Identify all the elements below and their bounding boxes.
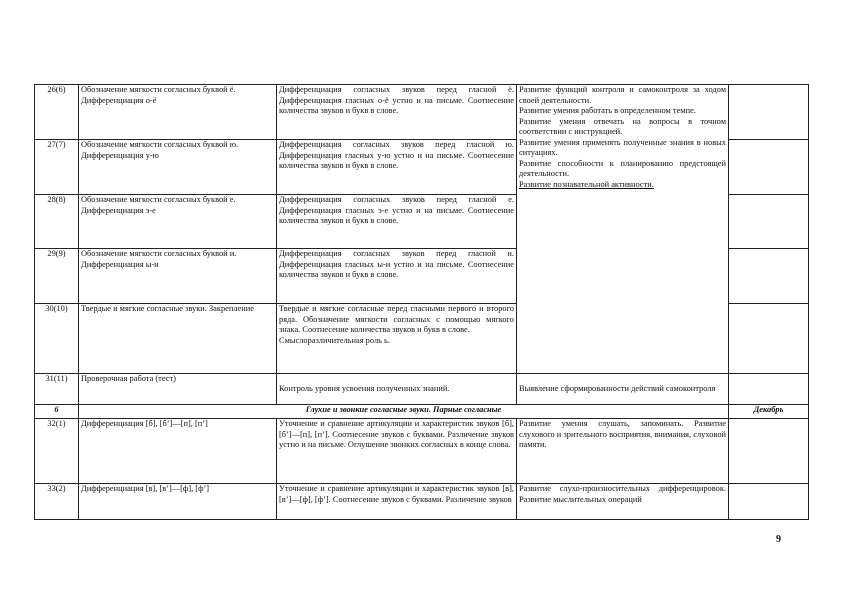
development-item: Развитие способности к планированию предстоящей деятельности. (519, 158, 726, 178)
development-item: Развитие функций контроля и самоконтроля за ходом своей деятельности. (519, 85, 726, 105)
date-cell (729, 249, 809, 304)
section-number: 6 (35, 405, 79, 419)
date-cell (729, 140, 809, 195)
development-item: Развитие умения применять полученные знания в новых ситуациях. (519, 137, 726, 157)
table-row (35, 85, 809, 140)
date-cell (729, 419, 809, 484)
date-cell (729, 85, 809, 140)
lesson-topic: Дифференциация [в], [в’]—[ф], [ф’] (79, 484, 277, 520)
lesson-number: 29(9) (35, 249, 79, 304)
lesson-topic: Дифференциация [б], [б’]—[п], [п’] (79, 419, 277, 484)
lesson-content: Уточнение и сравнение артикуляции и характеристик звуков [б], [б’]—[п], [п’]. Соотнесение звуков с буквами. Различение звуков устно и на письме. Оглушение звонких согласных в конце слова. (277, 419, 517, 484)
lesson-content: Дифференциация согласных звуков перед гласной ю. Дифференциация гласных у-ю устно и на письме. Соотнесение количества звуков и букв в слове. (277, 140, 517, 195)
lesson-number: 33(2) (35, 484, 79, 520)
date-cell (729, 195, 809, 249)
lesson-content (277, 304, 517, 374)
table-row (35, 419, 809, 484)
table-row (35, 374, 809, 405)
section-row (35, 405, 809, 419)
lesson-content: Дифференциация согласных звуков перед гласной е. Дифференциация гласных э-е устно и на письме. Соотнесение количества звуков и букв в слове. (277, 195, 517, 249)
lesson-topic: Проверочная работа (тест) (79, 374, 277, 405)
table-row (35, 484, 809, 520)
lesson-number: 26(6) (35, 85, 79, 140)
development-item: Развитие познавательной активности. (519, 179, 654, 189)
lesson-content: Контроль уровня усвоения полученных знаний. (277, 374, 517, 405)
development-item: Развитие умения работать в определенном темпе. (519, 106, 696, 115)
lesson-number: 30(10) (35, 304, 79, 374)
lesson-topic: Обозначение мягкости согласных буквой е. Дифференциация э-е (79, 195, 277, 249)
lesson-number: 32(1) (35, 419, 79, 484)
lesson-topic: Обозначение мягкости согласных буквой и. Дифференциация ы-и (79, 249, 277, 304)
development-cell (517, 85, 729, 374)
lesson-content-note: Смыслоразличительная роль ь. (279, 335, 390, 345)
lesson-topic: Твердые и мягкие согласные звуки. Закрепление (79, 304, 277, 374)
lesson-content: Уточнение и сравнение артикуляции и характеристик звуков [в], [в’]—[ф], [ф’]. Соотнесение звуков с буквами. Различение звуков (277, 484, 517, 520)
development-item: Развитие умения отвечать на вопросы в точном соответствии с инструкцией. (519, 116, 726, 136)
lesson-topic: Обозначение мягкости согласных буквой ю. Дифференциация у-ю (79, 140, 277, 195)
lesson-content: Дифференциация согласных звуков перед гласной ё. Дифференциация гласных о-ё устно и на письме. Соотнесение количества звуков и букв в слове. (277, 85, 517, 140)
lesson-plan-table (34, 84, 809, 520)
lesson-topic: Обозначение мягкости согласных буквой ё. Дифференциация о-ё (79, 85, 277, 140)
date-cell (729, 374, 809, 405)
lesson-number: 28(8) (35, 195, 79, 249)
development-cell: Развитие слухо-произносительных дифференцировок. Развитие мыслительных операций (517, 484, 729, 520)
date-cell (729, 484, 809, 520)
section-month: Декабрь (729, 405, 809, 419)
lesson-number: 27(7) (35, 140, 79, 195)
lesson-number: 31(11) (35, 374, 79, 405)
lesson-content: Дифференциация согласных звуков перед гласной и. Дифференциация гласных ы-и устно и на письме. Соотнесение количества звуков и букв в слове. (277, 249, 517, 304)
date-cell (729, 304, 809, 374)
section-title: Глухие и звонкие согласные звуки. Парные согласные (79, 405, 729, 419)
page-number: 9 (776, 534, 781, 545)
development-cell: Выявление сформированности действий самоконтроля (517, 374, 729, 405)
lesson-content-text: Твердые и мягкие согласные перед гласными первого и второго ряда. Обозначение мягкости согласных с помощью мягкого знака. Соотнесение количества звуков и букв в слове. (279, 304, 514, 334)
development-cell: Развитие умения слушать, запоминать. Развитие слухового и зрительного восприятия, внимания, слуховой памяти. (517, 419, 729, 484)
